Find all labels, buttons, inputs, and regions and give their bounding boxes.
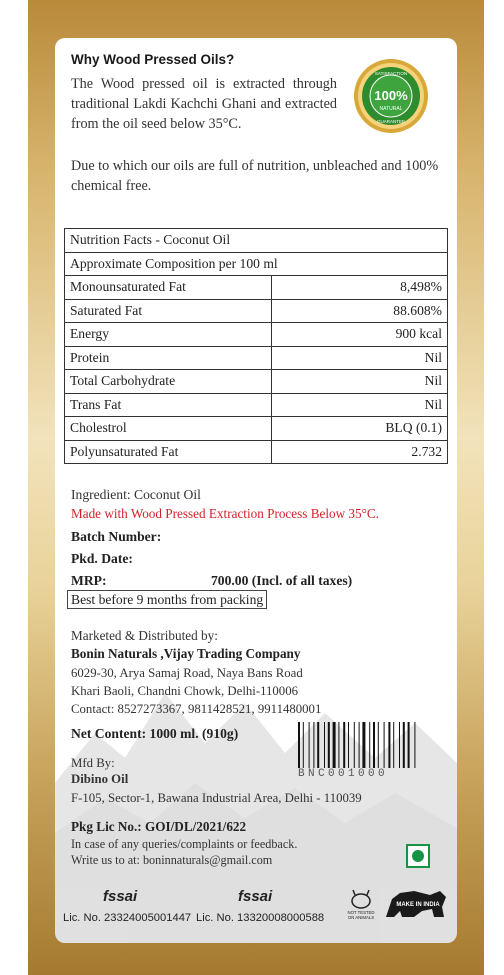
net-content: Net Content: 1000 ml. (910g) <box>71 726 239 741</box>
packed-date-label: Pkd. Date: <box>71 551 133 566</box>
make-in-india-lion-icon <box>384 887 448 923</box>
fssai-logo-1: fssai <box>103 888 138 905</box>
row-label: Total Carbohydrate <box>65 370 272 394</box>
barcode-number: BNC001000 <box>298 768 389 780</box>
barcode-bar <box>317 722 319 768</box>
barcode-bar <box>403 722 405 768</box>
guarantee-seal-icon <box>353 58 429 134</box>
row-label: Monounsaturated Fat <box>65 276 272 300</box>
row-label: Polyunsaturated Fat <box>65 440 272 464</box>
barcode-bar <box>414 722 415 768</box>
process-text: Made with Wood Pressed Extraction Process Below 35°C. <box>71 506 379 521</box>
address-line-1: 6029-30, Arya Samaj Road, Naya Bans Road <box>71 666 303 680</box>
barcode-bar <box>348 722 349 768</box>
batch-number-label: Batch Number: <box>71 529 162 544</box>
row-value: 900 kcal <box>272 323 448 347</box>
license-number-2: Lic. No. 13320008000588 <box>196 912 325 924</box>
barcode-bar <box>338 722 339 768</box>
intro-paragraph-2: Due to which our oils are full of nutrition, unbleached and 100% chemical free. <box>71 158 439 194</box>
barcode-bar <box>333 722 336 768</box>
nutrition-facts-table <box>64 228 448 464</box>
table-row <box>65 323 448 347</box>
row-value: 8,498% <box>272 276 448 300</box>
barcode-bar <box>369 722 370 768</box>
barcode-bar <box>399 722 400 768</box>
row-value: 88.608% <box>272 299 448 323</box>
table-row <box>65 417 448 441</box>
intro-paragraph-1: The Wood pressed oil is extracted through traditional Lakdi Kachchi Ghani and extracted from the oil seed below 35°C. <box>71 76 337 132</box>
barcode-bar <box>408 722 410 768</box>
manufacturer-label: Mfd By: <box>71 756 115 770</box>
barcode-bar <box>298 722 300 768</box>
svg-text:MAKE IN INDIA: MAKE IN INDIA <box>396 902 440 908</box>
badge-natural: NATURAL <box>379 106 403 112</box>
row-value: Nil <box>272 370 448 394</box>
row-label: Cholestrol <box>65 417 272 441</box>
barcode-bar <box>359 722 360 768</box>
mrp-value: 700.00 (Incl. of all taxes) <box>211 573 353 588</box>
svg-text:ON ANIMALS: ON ANIMALS <box>347 915 375 920</box>
address-line-2: Khari Baoli, Chandni Chowk, Delhi-110006 <box>71 684 299 698</box>
row-label: Energy <box>65 323 272 347</box>
barcode-bar <box>343 722 345 768</box>
table-row <box>65 393 448 417</box>
row-label: Trans Fat <box>65 393 272 417</box>
badge-top-text: SATISFACTION <box>374 71 408 76</box>
contact-line: Contact: 8527273367, 9811428521, 9911480001 <box>71 702 322 716</box>
barcode-bar <box>378 722 379 768</box>
fssai-logo-2: fssai <box>238 888 273 905</box>
nutrition-subtitle: Approximate Composition per 100 ml <box>65 252 448 276</box>
right-margin <box>484 0 504 975</box>
veg-mark-icon <box>406 844 430 868</box>
table-row <box>65 276 448 300</box>
manufacturer-address: F-105, Sector-1, Bawana Industrial Area, Delhi - 110039 <box>71 791 362 805</box>
table-row <box>65 299 448 323</box>
query-line-1: In case of any queries/complaints or feedback. <box>71 837 298 851</box>
barcode-bar <box>393 722 394 768</box>
barcode-bar <box>313 722 314 768</box>
barcode-bar <box>373 722 375 768</box>
manufacturer-company: Dibino Oil <box>71 772 129 786</box>
marketer-company: Bonin Naturals ,Vijay Trading Company <box>71 646 301 661</box>
table-row <box>65 370 448 394</box>
marketer-address <box>71 664 321 718</box>
badge-percent: 100% <box>374 88 408 103</box>
barcode-bar <box>303 722 304 768</box>
barcode-bar <box>324 722 325 768</box>
pkg-license: Pkg Lic No.: GOI/DL/2021/622 <box>71 819 247 834</box>
label-card <box>55 38 457 943</box>
marketer-label: Marketed & Distributed by: <box>71 628 218 643</box>
barcode-bar <box>362 722 365 768</box>
not-tested-on-animals-icon <box>342 890 380 920</box>
license-number-1: Lic. No. 23324005001447 <box>63 912 192 924</box>
heading: Why Wood Pressed Oils? <box>71 52 235 67</box>
table-row <box>65 440 448 464</box>
row-label: Protein <box>65 346 272 370</box>
barcode-bar <box>354 722 355 768</box>
barcode-bar <box>384 722 385 768</box>
svg-text:NOT TESTED: NOT TESTED <box>347 910 375 915</box>
ingredient-text: Ingredient: Coconut Oil <box>71 487 201 502</box>
barcode-bar <box>388 722 390 768</box>
table-row <box>65 346 448 370</box>
barcode <box>298 722 436 768</box>
row-label: Saturated Fat <box>65 299 272 323</box>
table-subtitle-row <box>65 252 448 276</box>
barcode-bar <box>309 722 310 768</box>
barcode-bar <box>328 722 330 768</box>
row-value: Nil <box>272 346 448 370</box>
badge-bottom-text: GUARANTEE <box>376 119 406 124</box>
row-value: BLQ (0.1) <box>272 417 448 441</box>
row-value: 2.732 <box>272 440 448 464</box>
mrp-label: MRP: <box>71 573 107 588</box>
nutrition-title: Nutrition Facts - Coconut Oil <box>65 229 448 253</box>
left-margin <box>0 0 28 975</box>
best-before-box: Best before 9 months from packing <box>67 590 267 609</box>
query-line-2: Write us to at: boninnaturals@gmail.com <box>71 853 273 867</box>
table-title-row <box>65 229 448 253</box>
row-value: Nil <box>272 393 448 417</box>
